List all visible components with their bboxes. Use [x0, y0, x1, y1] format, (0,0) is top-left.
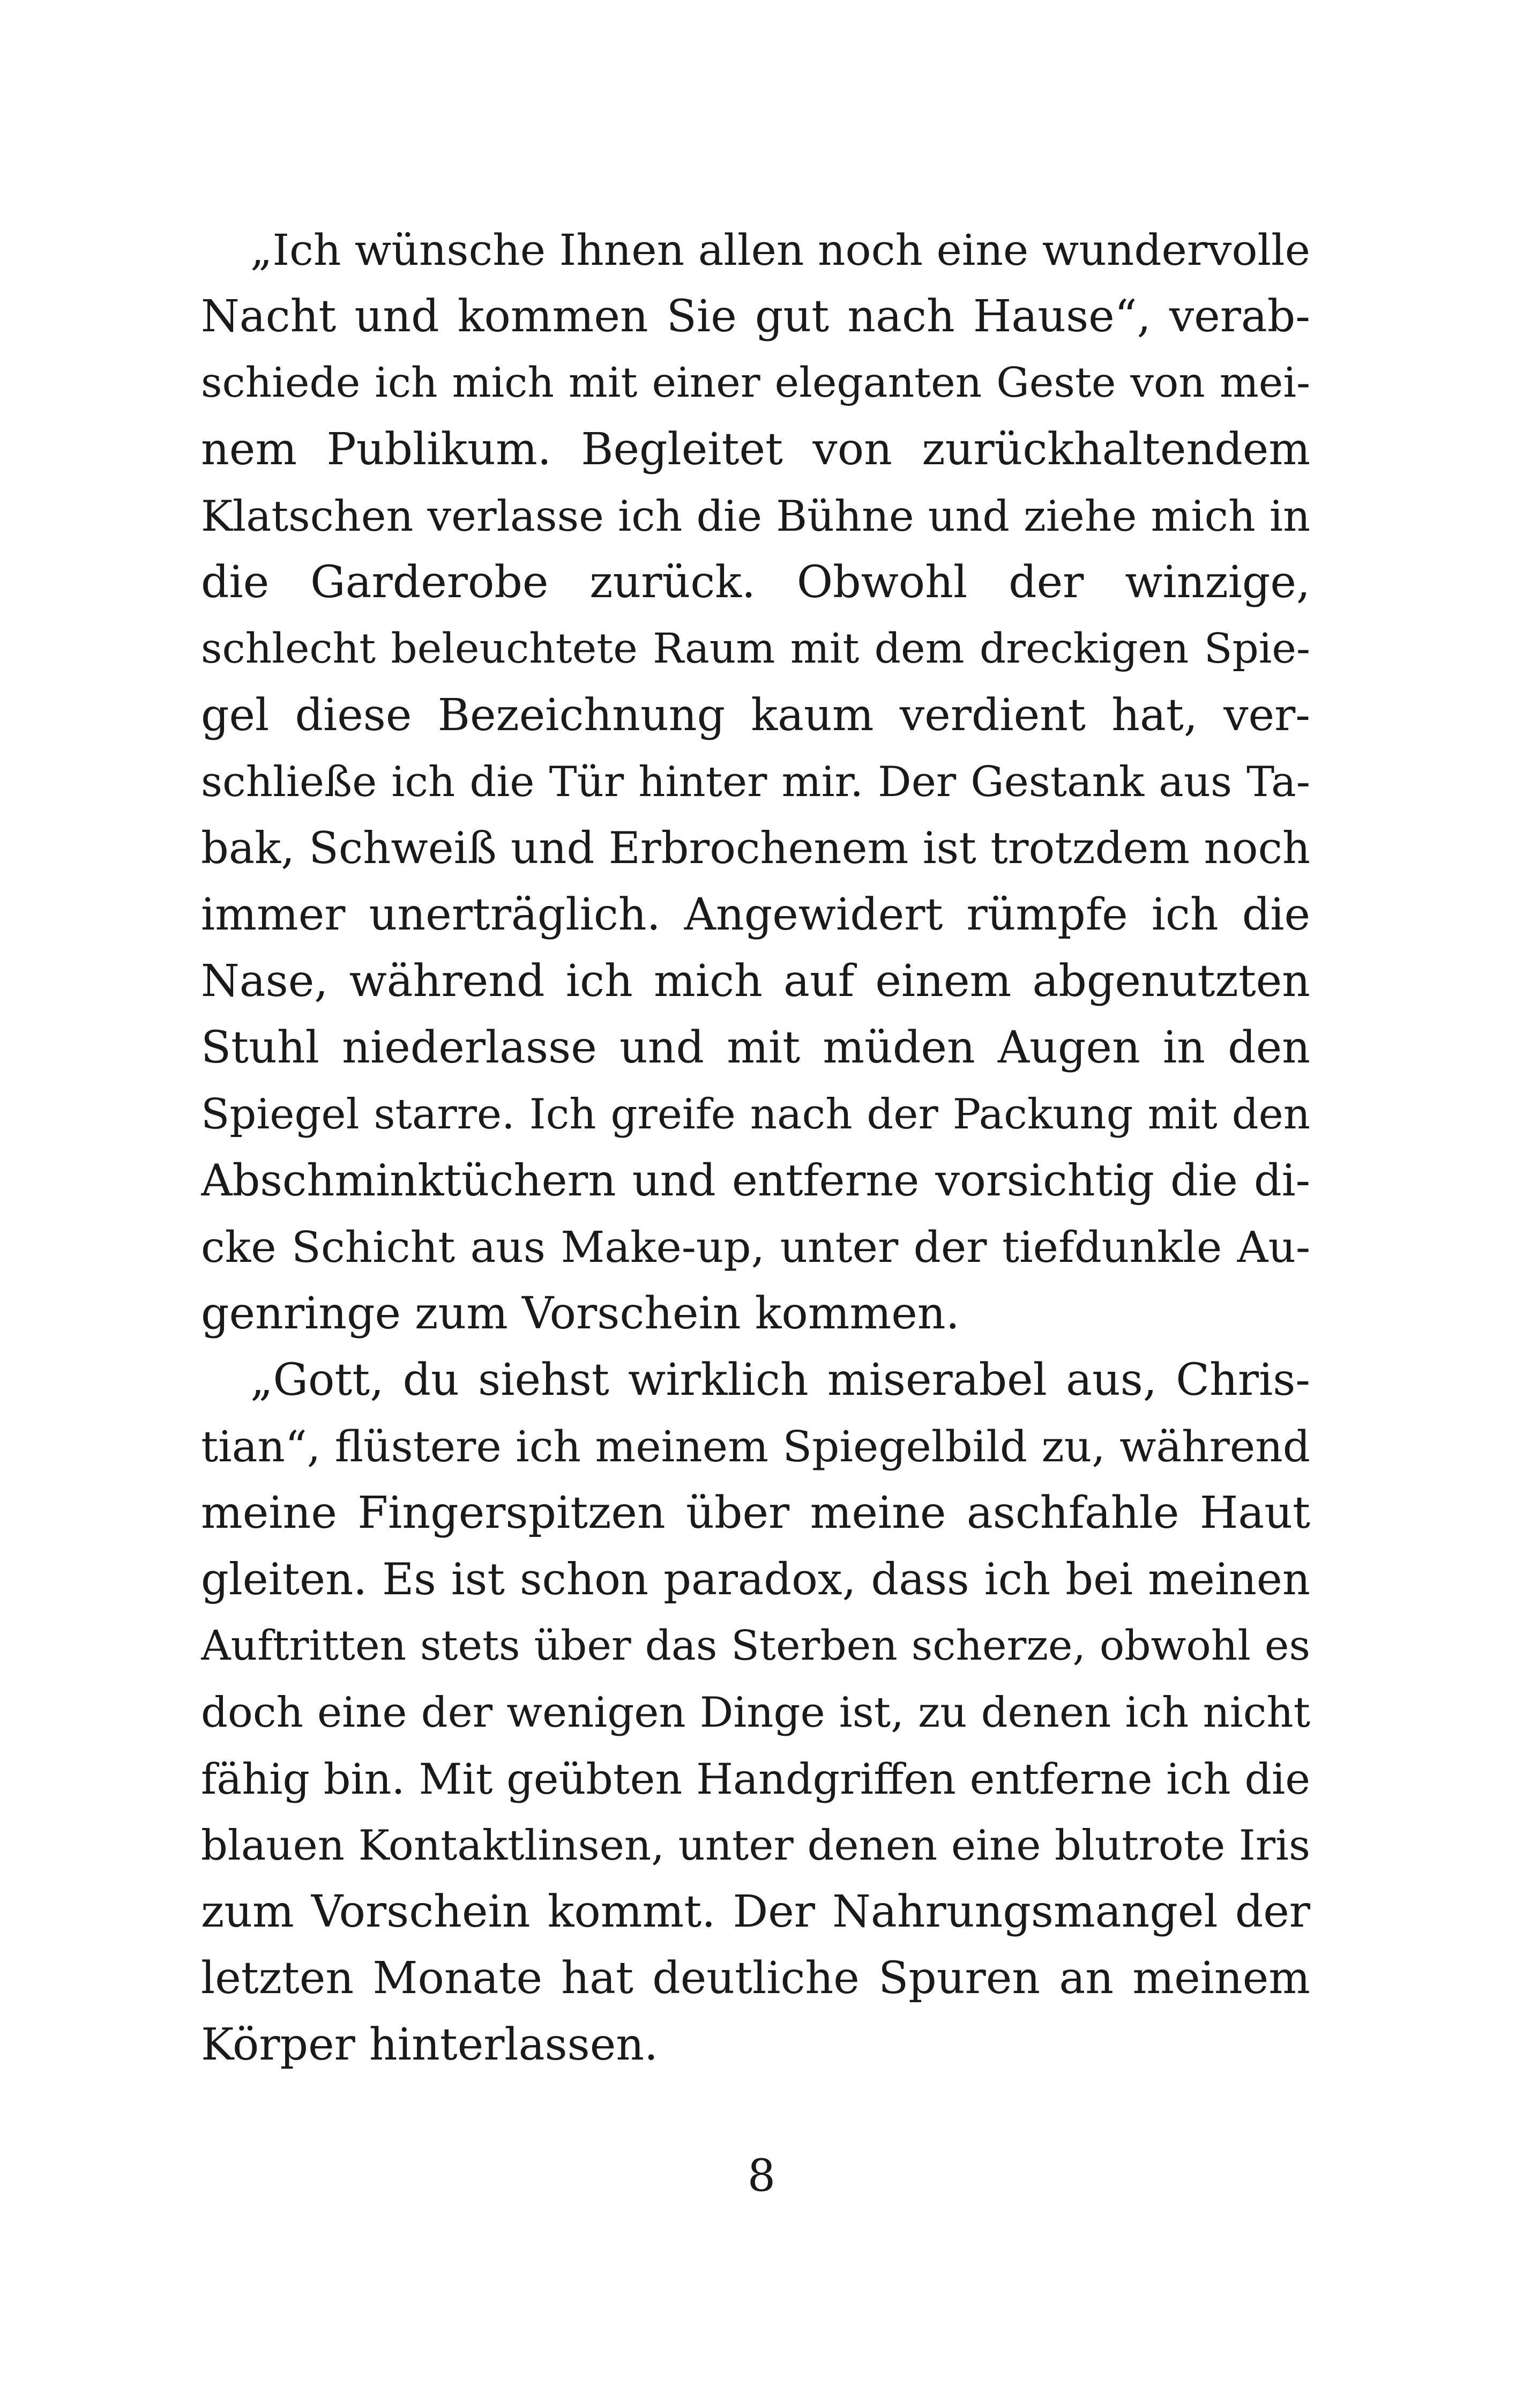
text-line: blauen Kontaktlinsen, unter denen eine blutrote Iris: [201, 1822, 1310, 1870]
text-line: immer unerträglich. Angewidert rümpfe ich die: [201, 889, 1310, 940]
text-line: letzten Monate hat deutliche Spuren an meinem: [201, 1953, 1310, 2004]
text-line: Stuhl niederlasse und mit müden Augen in den: [201, 1022, 1310, 1073]
text-line: „Ich wünsche Ihnen allen noch eine wundervolle: [250, 225, 1310, 275]
text-line: Nase, während ich mich auf einem abgenutzten: [201, 956, 1310, 1007]
text-line: zum Vorschein kommt. Der Nahrungsmangel der: [201, 1886, 1310, 1937]
body-text: [201, 217, 1310, 2078]
text-line: cke Schicht aus Make-up, unter der tiefdunkle Au-: [201, 1222, 1310, 1272]
text-line: schlecht beleuchtete Raum mit dem dreckigen Spie-: [201, 625, 1310, 673]
page-number: 8: [747, 2151, 776, 2202]
text-line: schließe ich die Tür hinter mir. Der Gestank aus Ta-: [201, 758, 1310, 806]
text-line: nem Publikum. Begleitet von zurückhaltendem: [201, 424, 1310, 475]
text-line: gleiten. Es ist schon paradox, dass ich bei meinen: [201, 1555, 1310, 1605]
text-line: schiede ich mich mit einer eleganten Geste von mei-: [201, 359, 1310, 407]
text-line: Nacht und kommen Sie gut nach Hause“, verab-: [201, 291, 1310, 342]
text-line: meine Fingerspitzen über meine aschfahle Haut: [201, 1488, 1310, 1539]
text-line: gel diese Bezeichnung kaum verdient hat, ver-: [201, 690, 1310, 741]
text-line: bak, Schweiß und Erbrochenem ist trotzdem noch: [201, 823, 1310, 874]
text-line: Klatschen verlasse ich die Bühne und ziehe mich in: [201, 492, 1310, 541]
text-line: „Gott, du siehst wirklich miserabel aus, Chris-: [250, 1355, 1310, 1406]
text-line: Spiegel starre. Ich greife nach der Packung mit den: [201, 1090, 1310, 1139]
text-line: Körper hinterlassen.: [201, 2019, 659, 2070]
text-line: Auftritten stets über das Sterben scherze, obwohl es: [201, 1622, 1310, 1670]
text-line: die Garderobe zurück. Obwohl der winzige,: [201, 557, 1310, 608]
text-line: genringe zum Vorschein kommen.: [201, 1288, 960, 1339]
text-line: tian“, flüstere ich meinem Spiegelbild zu, während: [201, 1422, 1310, 1471]
text-line: fähig bin. Mit geübten Handgriffen entferne ich die: [201, 1755, 1310, 1804]
text-line: doch eine der wenigen Dinge ist, zu denen ich nicht: [201, 1689, 1310, 1737]
text-line: Abschminktüchern und entferne vorsichtig die di-: [201, 1156, 1310, 1206]
